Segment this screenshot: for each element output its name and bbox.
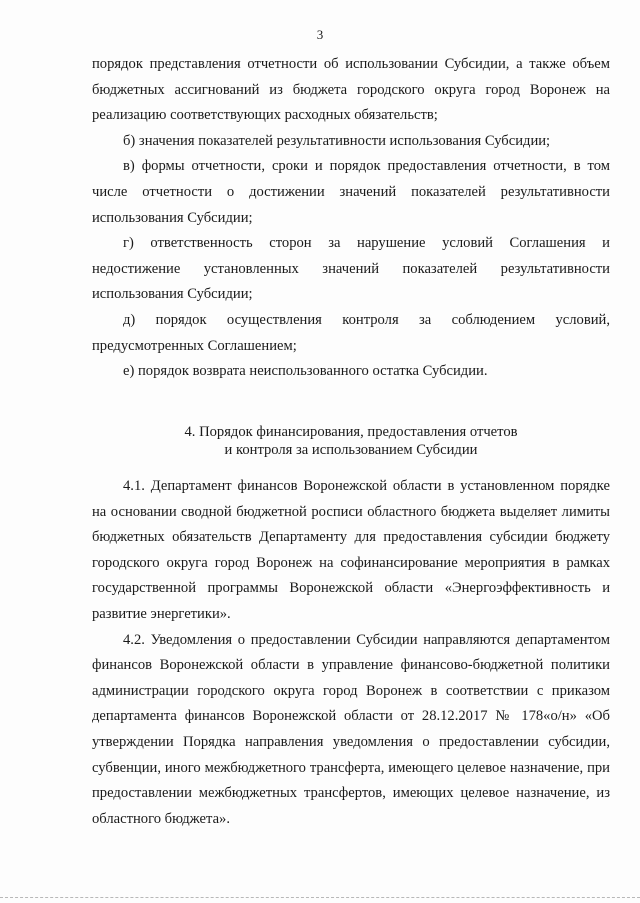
paragraph-4-2: 4.2. Уведомления о предоставлении Субсидии направляются департаментом финансов Воронежской области в управление финансово-бюджетной политики администрации городского округа город Воронеж в соответствии с приказом департамента финансов Воронежской области от 28.12.2017 № 178«о/н» «Об утверждении Порядка направления уведомления о предоставлении субсидии, субвенции, иного межбюджетного трансферта, имеющего целевое назначение, при предоставлении межбюджетных трансфертов, имеющих целевое назначение, из областного бюджета». (92, 631, 610, 827)
paragraph-line: бюджетных ассигнований из бюджета городского округа город Воронеж на (92, 81, 610, 98)
heading-line-1: 4. Порядок финансирования, предоставления отчетов (184, 424, 518, 440)
list-item-v: в) формы отчетности, сроки и порядок предоставления отчетности, в том числе отчетности о достижении значений показателей результативности использования Субсидии; (92, 158, 610, 226)
heading-line-2: и контроля за использованием Субсидии (224, 442, 478, 458)
section-4-body (92, 474, 610, 832)
page-number: 3 (316, 27, 324, 42)
page-bottom-edge (0, 897, 640, 898)
list-item-e: е) порядок возврата неиспользованного остатка Субсидии. (123, 363, 488, 380)
paragraph-4-1: 4.1. Департамент финансов Воронежской области в установленном порядке на основании сводной бюджетной росписи областного бюджета выделяет лимиты бюджетных обязательств Департаменту для предоставления субсидии бюджету городского округа город Воронеж на софинансирование мероприятия в рамках государственной программы Воронежской области «Энергоэффективность и развитие энергетики». (92, 478, 610, 622)
list-item-g: г) ответственность сторон за нарушение условий Соглашения и недостижение установленных значений показателей результативности использования Субсидии; (92, 235, 610, 303)
section-3-list (92, 52, 610, 385)
list-item-d: д) порядок осуществления контроля за соблюдением условий, предусмотренных Соглашением; (92, 311, 610, 354)
section-4-heading (92, 423, 610, 459)
list-item-b: б) значения показателей результативности использования Субсидии; (123, 132, 551, 149)
paragraph-line: реализацию соответствующих расходных обязательств; (92, 107, 438, 124)
paragraph-line: порядок представления отчетности об использовании Субсидии, а также объем (92, 56, 610, 72)
